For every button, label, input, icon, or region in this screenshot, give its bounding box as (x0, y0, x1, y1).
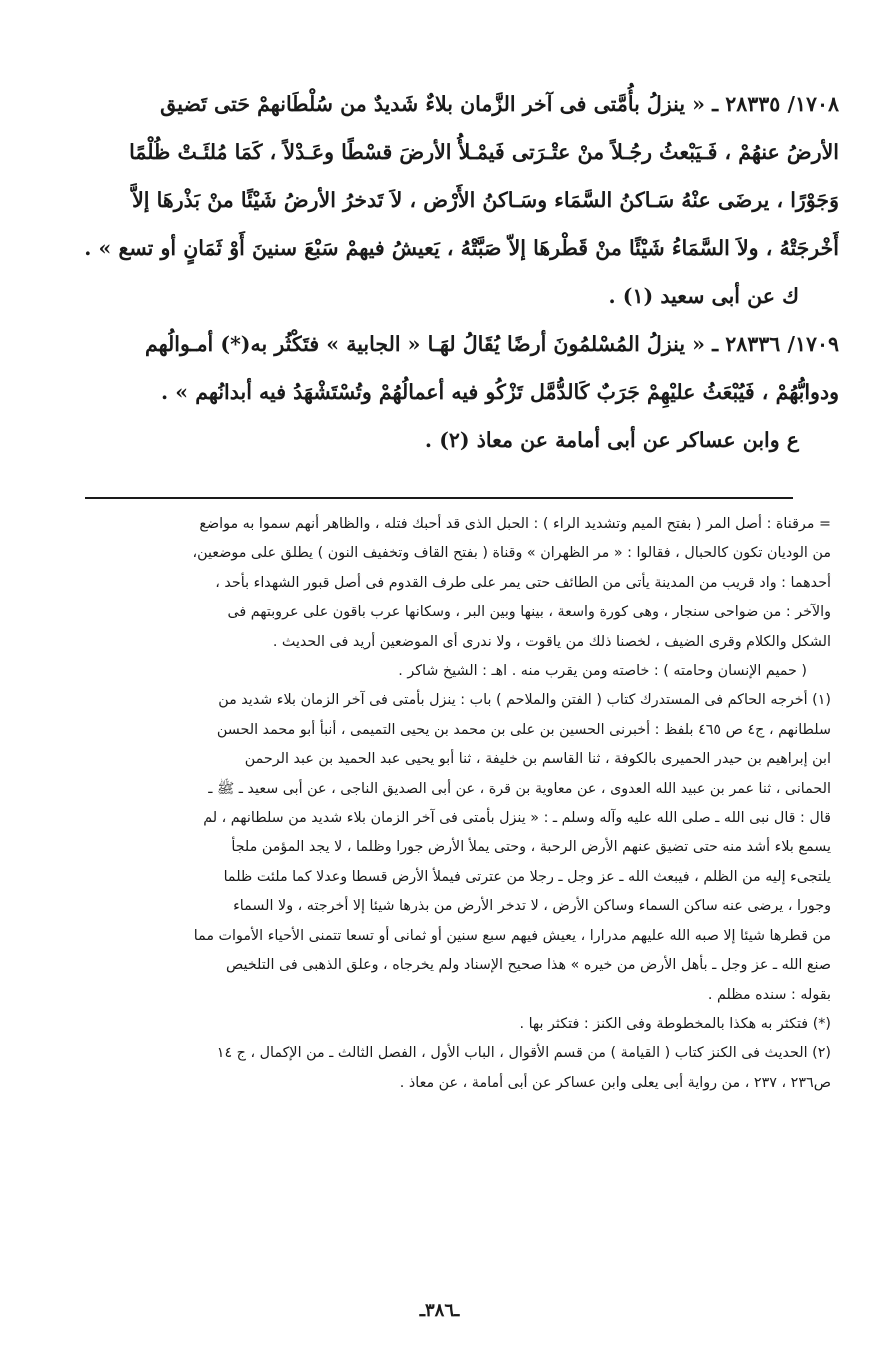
footnote-line: وجورا ، يرضى عنه ساكن السماء وساكن الأرض ، لا تدخر الأرض من بذرها شيئا إلا أخرجته ، ولا السماء (233, 898, 831, 915)
hadith-1708-attribution: ك عن أبى سعيد (١) . (608, 284, 799, 308)
hadith-1709 (40, 320, 839, 416)
footnote-line: (*) فتكثر به هكذا بالمخطوطة وفى الكنز : فتكثر بها . (519, 1015, 831, 1032)
footnote-line: الشكل والكلام وقرى الضيف ، لخصنا ذلك من ياقوت ، ولا ندرى أى الموضعين أريد فى الحديث . (272, 633, 831, 650)
hadith-line: أَخْرجَتْهُ ، ولاَ السَّمَاءُ شَيْئًا منْ قَطْرهَا إلاّ صَبَّتْهُ ، يَعيشُ فيهمْ سَبْعَ سنينَ أَوْ ثَمَانٍ أو تسع » . (84, 236, 839, 260)
main-text (40, 80, 839, 464)
footnotes (40, 510, 831, 1098)
footnote-line: الحمانى ، ثنا عمر بن عبيد الله العدوى ، عن معاوية بن قرة ، عن أبى الصديق الناجى ، عن أبى سعيد ـ ﷺ ـ (208, 780, 831, 797)
footnote-line: ابن إبراهيم بن حيدر الحميرى بالكوفة ، ثنا القاسم بن خليفة ، ثنا أبو يحيى عبد الحميد بن عبد الرحمن (244, 751, 831, 768)
hadith-line: وَجَوْرًا ، يرضَى عنْهُ سَـاكنُ السَّمَاء وسَـاكنُ الأَرْض ، لاَ تَدخرُ الأرضُ شَيْئًا منْ بَذْرهَا إلاَّ (132, 188, 839, 212)
footnote-1 (40, 686, 831, 1009)
footnote-line: صنع الله ـ عز وجل ـ بأهل الأرض من خيره » هذا صحيح الإسناد ولم يخرجاه ، وعلق الذهبى فى التلخيص (226, 957, 831, 974)
footnote-line: من الوديان تكون كالحبال ، فقالوا : « مر الظهران » وقناة ( بفتح القاف وتخفيف النون ) يطلق على موضعين، (192, 545, 831, 562)
footnote-line: أحدهما : واد قريب من المدينة يأتى من الطائف حتى يمر على طرف القدوم فى أصل قبور الشهداء بأحد ، (215, 574, 831, 591)
footnote-line: قال : قال نبى الله ـ صلى الله عليه وآله وسلم ـ : « ينزل بأمتى فى آخر الزمان بلاء شديد من سلطانهم ، لم (203, 810, 831, 827)
footnote-line: = مرقناة : أصل المر ( بفتح الميم وتشديد الراء ) : الحبل الذى قد أحبك فتله ، والظاهر أنهم سموا به مواضع (199, 516, 831, 532)
footnote-line: ( حميم الإنسان وحامته ) : خاصته ومن يقرب منه . اهـ : الشيخ شاكر . (398, 663, 807, 680)
hadith-1709-attribution: ع وابن عساكر عن أبى أمامة عن معاذ (٢) . (424, 428, 799, 452)
footnote-2 (40, 1039, 831, 1098)
hadith-1708 (40, 80, 839, 272)
hadith-line: ١٧٠٨/ ٢٨٣٣٥ ـ « ينزلُ بأُمَّتى فى آخر الزَّمان بلاءٌ شَديدٌ من سُلْطَانهمْ حَتى تَضيق (160, 92, 839, 116)
footnote-continuation (40, 510, 831, 686)
footnote-line: يسمع بلاء أشد منه حتى تضيق عنهم الأرض الرحبة ، وحتى يملأ الأرض جورا وظلما ، لا يجد المؤمن ملجأ (231, 839, 831, 856)
footnote-divider (85, 497, 793, 499)
footnote-star (40, 1010, 831, 1039)
footnote-line: من قطرها شيئا إلا صبه الله عليهم مدرارا ، يعيش فيهم سبع سنين أو ثمانى أو تسعا تتمنى الأحياء الأموات مما (193, 927, 831, 944)
footnote-line: والآخر : من ضواحى سنجار ، وهى كورة واسعة ، بينها وبين البر ، وسكانها عرب باقون على عروبتهم فى (227, 604, 831, 621)
footnote-line: بقوله : سنده مظلم . (707, 986, 831, 1003)
footnote-line: سلطانهم ، ج٤ ص ٤٦٥ بلفظ : أخبرنى الحسين بن على بن محمد بن يحيى التميمى ، أنبأ أبو محمد الحسن (216, 721, 831, 738)
footnote-line: (٢) الحديث فى الكنز كتاب ( القيامة ) من قسم الأقوال ، الباب الأول ، الفصل الثالث ـ من الإكمال ، ج ١٤ (216, 1045, 831, 1062)
hadith-line: ودوابُّهُمْ ، فَيُبْعَثُ عليْهِمْ جَرَبٌ كَالدُّمَّل تَزْكُو فيه أعمالُهُمْ وتُسْتَشْهَدُ فيه أبدانُهم » . (161, 380, 839, 404)
hadith-line: ١٧٠٩/ ٢٨٣٣٦ ـ « ينزلُ المُسْلمُونَ أرضًا يُقَالُ لهَـا « الجابية » فتَكْثُر به(*) أمـوالُهم (144, 332, 839, 356)
footnote-line: يلتجىء إليه من الظلم ، فيبعث الله ـ عز وجل ـ رجلا من عترتى فيملأ الأرض قسطا وعدلا كما ملئت ظلما (223, 868, 831, 885)
page-number: ـ٣٨٦ـ (419, 1300, 460, 1321)
hadith-line: الأرضُ عنهُمْ ، فَـيَبْعثُ رجُـلاً منْ عتْـرَتى فَيمْـلأُ الأرضَ قسْطًا وعَـدْلاً ، كَمَا مُلئَـتْ ظُلْمًا (129, 140, 839, 164)
footnote-line: (١) أخرجه الحاكم فى المستدرك كتاب ( الفتن والملاحم ) باب : ينزل بأمتى فى آخر الزمان بلاء شديد من (218, 692, 831, 709)
footnote-line: ص٢٣٦ ، ٢٣٧ ، من رواية أبى يعلى وابن عساكر عن أبى أمامة ، عن معاذ . (399, 1074, 831, 1091)
